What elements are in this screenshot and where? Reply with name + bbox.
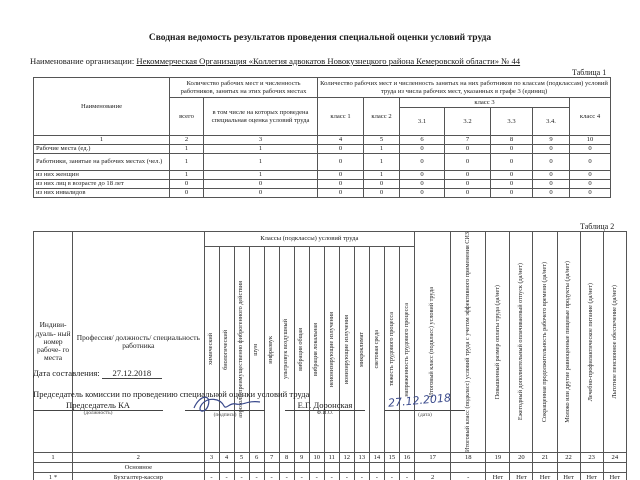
factor-header: инфразвук bbox=[267, 335, 275, 364]
factor-header: химический bbox=[207, 333, 215, 366]
cell: 0 bbox=[400, 171, 445, 180]
header-work-classes: Классы (подклассы) условий труда bbox=[204, 232, 415, 247]
cell: 0 bbox=[400, 180, 445, 189]
col-num: 5 bbox=[234, 453, 249, 463]
factor-header: шум bbox=[252, 343, 260, 356]
cell: 0 bbox=[445, 145, 491, 154]
col-num: 9 bbox=[294, 453, 309, 463]
cell: 0 bbox=[400, 145, 445, 154]
cell: 0 bbox=[318, 154, 364, 171]
header-incl: в том числе на которых проведена специальная оценка условий труда bbox=[204, 98, 318, 136]
col-num: 2 bbox=[73, 453, 204, 463]
cell: 0 bbox=[445, 171, 491, 180]
cell: 1 bbox=[170, 171, 204, 180]
chairman-fio: Е.Г. Доронская bbox=[285, 400, 365, 411]
cell: 0 bbox=[364, 189, 400, 198]
header-extra-8: Льготное пенсионное обеспечение (да/нет) bbox=[610, 285, 618, 399]
summary-table bbox=[33, 77, 611, 198]
header-count: Количество рабочих мест и численность работников, занятых на этих рабочих местах bbox=[170, 78, 318, 98]
table-row bbox=[34, 145, 611, 154]
workplace-table bbox=[33, 231, 627, 480]
cell: Нет bbox=[580, 473, 603, 480]
col-num: 18 bbox=[451, 453, 486, 463]
cell: 0 bbox=[170, 189, 204, 198]
col-num: 19 bbox=[486, 453, 510, 463]
fio-caption: Ф.И.О. bbox=[316, 410, 334, 416]
cell: 0 bbox=[570, 189, 611, 198]
factor-header: ультразвук воздушный bbox=[282, 319, 290, 380]
organization-value: Некоммерческая Организация «Коллегия адвокатов Новокузнецкого района Кемеровской области» № 44 bbox=[136, 56, 521, 66]
col-num: 3 bbox=[204, 453, 219, 463]
organization-line bbox=[30, 56, 520, 66]
cell: 0 bbox=[400, 154, 445, 171]
section-label: Основное bbox=[73, 463, 204, 473]
cell: - bbox=[354, 473, 369, 480]
cell: 0 bbox=[204, 180, 318, 189]
cell: 0 bbox=[400, 189, 445, 198]
col-num: 16 bbox=[399, 453, 414, 463]
col-num: 6 bbox=[249, 453, 264, 463]
cell: 0 bbox=[491, 154, 533, 171]
cell: 0 bbox=[204, 189, 318, 198]
cell: 0 bbox=[533, 145, 570, 154]
cell: 1 bbox=[364, 171, 400, 180]
table-row bbox=[34, 154, 611, 171]
cell: 0 bbox=[318, 189, 364, 198]
table-row bbox=[34, 180, 611, 189]
factor-header: напряженность трудового процесса bbox=[402, 302, 410, 397]
document-title: Сводная ведомость результатов проведения специальной оценки условий труда bbox=[148, 33, 492, 43]
cell: - bbox=[234, 473, 249, 480]
col-num: 9 bbox=[533, 136, 570, 145]
col-num: 22 bbox=[557, 453, 580, 463]
table-row bbox=[34, 189, 611, 198]
header-extra-1: Итоговый класс (подкласс) условий труда bbox=[428, 286, 436, 398]
cell: 0 bbox=[445, 180, 491, 189]
col-num: 6 bbox=[400, 136, 445, 145]
col-num: 8 bbox=[491, 136, 533, 145]
cell: Нет bbox=[486, 473, 510, 480]
column-numbers-row bbox=[34, 136, 611, 145]
cell: 0 bbox=[570, 154, 611, 171]
table-row bbox=[34, 473, 627, 480]
factor-header: световая среда bbox=[372, 330, 380, 369]
chairman-position: Председатель КА bbox=[33, 400, 163, 411]
table2-label: Таблица 2 bbox=[580, 222, 615, 231]
cell: Нет bbox=[603, 473, 626, 480]
cell: 0 bbox=[491, 189, 533, 198]
col-num: 10 bbox=[309, 453, 324, 463]
header-extra-3: Повышенный размер оплаты труда (да/нет) bbox=[493, 284, 501, 400]
header-workplace-number: Индиви- дуаль- ный номер рабоче- го места bbox=[34, 232, 73, 453]
date-line bbox=[33, 368, 162, 379]
cell: - bbox=[451, 473, 486, 480]
cell: 0 bbox=[445, 189, 491, 198]
signature-caption: (подпись) bbox=[213, 412, 237, 418]
row-name: из них инвалидов bbox=[34, 189, 170, 198]
cell: 0 bbox=[318, 171, 364, 180]
row-name: из них женщин bbox=[34, 171, 170, 180]
cell: - bbox=[294, 473, 309, 480]
profession-name: Бухгалтер-кассир bbox=[73, 473, 204, 480]
cell: - bbox=[204, 473, 219, 480]
cell: 0 bbox=[570, 171, 611, 180]
row-name: Работники, занятые на рабочих местах (чел.) bbox=[34, 154, 170, 171]
header-total: всего bbox=[170, 98, 204, 136]
cell: 0 bbox=[170, 180, 204, 189]
cell: - bbox=[279, 473, 294, 480]
cell: - bbox=[249, 473, 264, 480]
factor-header: вибрация общая bbox=[297, 328, 305, 371]
col-num: 1 bbox=[34, 453, 73, 463]
cell: 0 bbox=[533, 154, 570, 171]
header-class3-1: 3.1 bbox=[400, 108, 445, 136]
col-num: 3 bbox=[204, 136, 318, 145]
factor-header: биологический bbox=[222, 329, 230, 370]
col-num: 4 bbox=[318, 136, 364, 145]
cell: 1 bbox=[204, 145, 318, 154]
col-num: 11 bbox=[324, 453, 339, 463]
cell: 0 bbox=[364, 180, 400, 189]
cell: 1 bbox=[364, 145, 400, 154]
cell: Нет bbox=[557, 473, 580, 480]
factor-header: вибрация локальная bbox=[312, 323, 320, 376]
header-extra-5: Сокращенная продолжительность рабочего времени (да/нет) bbox=[540, 261, 548, 423]
col-num: 23 bbox=[580, 453, 603, 463]
cell: 2 bbox=[415, 473, 451, 480]
header-class2: класс 2 bbox=[364, 98, 400, 136]
cell: 1 bbox=[204, 171, 318, 180]
cell: 0 bbox=[570, 145, 611, 154]
commission-title: Председатель комиссии по проведению специальной оценки условий труда bbox=[33, 389, 310, 399]
cell: 1 bbox=[170, 145, 204, 154]
col-num: 10 bbox=[570, 136, 611, 145]
cell: 0 bbox=[533, 171, 570, 180]
cell: 1 bbox=[204, 154, 318, 171]
header-class4: класс 4 bbox=[570, 98, 611, 136]
row-name: Рабочие места (ед.) bbox=[34, 145, 170, 154]
table-row bbox=[34, 171, 611, 180]
header-extra-4: Ежегодный дополнительный оплачиваемый отпуск (да/нет) bbox=[517, 263, 525, 421]
col-num: 1 bbox=[34, 136, 170, 145]
position-caption: (должность) bbox=[83, 410, 113, 416]
cell: - bbox=[309, 473, 324, 480]
col-num: 12 bbox=[339, 453, 354, 463]
table1-label: Таблица 1 bbox=[572, 68, 607, 77]
cell: 1 bbox=[170, 154, 204, 171]
cell: - bbox=[399, 473, 414, 480]
col-num: 7 bbox=[264, 453, 279, 463]
factor-header: аэрозоли преимущественно фиброгенного действия bbox=[237, 281, 245, 418]
cell: 0 bbox=[533, 189, 570, 198]
col-num: 8 bbox=[279, 453, 294, 463]
cell: Нет bbox=[533, 473, 557, 480]
section-row bbox=[34, 463, 627, 473]
workplace-number: 1 * bbox=[34, 473, 73, 480]
date-label: Дата составления: bbox=[33, 368, 100, 378]
header-class3-3: 3.3 bbox=[491, 108, 533, 136]
header-name: Наименование bbox=[34, 78, 170, 136]
header-class3-4: 3.4. bbox=[533, 108, 570, 136]
cell: 0 bbox=[533, 180, 570, 189]
cell: 0 bbox=[318, 180, 364, 189]
factor-header: неионизирующие излучения bbox=[327, 311, 335, 388]
column-numbers-row bbox=[34, 453, 627, 463]
header-classes: Количество рабочих мест и численность занятых на них работников по классам (подклассам) условий труда из числа рабочих мест, указанных в графе 3 (единиц) bbox=[318, 78, 611, 98]
cell: - bbox=[219, 473, 234, 480]
cell: - bbox=[369, 473, 384, 480]
date-signature-line bbox=[385, 410, 465, 411]
factor-header: ионизирующие излучения bbox=[342, 314, 350, 385]
cell: 0 bbox=[491, 171, 533, 180]
header-profession: Профессия/ должность/ специальность работника bbox=[73, 232, 204, 453]
col-num: 13 bbox=[354, 453, 369, 463]
header-extra-2: Итоговый класс (подкласс) условий труда с учетом эффективного применения СИЗ bbox=[464, 232, 472, 452]
cell: Нет bbox=[510, 473, 533, 480]
factor-header: микроклимат bbox=[357, 331, 365, 367]
cell: 0 bbox=[318, 145, 364, 154]
col-num: 15 bbox=[384, 453, 399, 463]
col-num: 17 bbox=[415, 453, 451, 463]
header-class3: класс 3 bbox=[400, 98, 570, 108]
cell: 0 bbox=[445, 154, 491, 171]
col-num: 21 bbox=[533, 453, 557, 463]
cell: - bbox=[384, 473, 399, 480]
organization-label: Наименование организации: bbox=[30, 56, 135, 66]
row-name: из них лиц в возрасте до 18 лет bbox=[34, 180, 170, 189]
header-extra-7: Лечебно-профилактическое питание (да/нет) bbox=[587, 282, 595, 402]
header-class3-2: 3.2 bbox=[445, 108, 491, 136]
handwritten-date: 27.12.2018 bbox=[387, 391, 452, 410]
col-num: 5 bbox=[364, 136, 400, 145]
cell: 0 bbox=[570, 180, 611, 189]
col-num: 4 bbox=[219, 453, 234, 463]
header-extra-6: Молоко или другие равноценные пищевые продукты (да/нет) bbox=[564, 261, 572, 423]
col-num: 14 bbox=[369, 453, 384, 463]
date-caption: (дата) bbox=[418, 412, 432, 418]
col-num: 7 bbox=[445, 136, 491, 145]
cell: 1 bbox=[364, 154, 400, 171]
cell: 0 bbox=[491, 180, 533, 189]
header-class1: класс 1 bbox=[318, 98, 364, 136]
cell: - bbox=[339, 473, 354, 480]
col-num: 24 bbox=[603, 453, 626, 463]
cell: - bbox=[324, 473, 339, 480]
date-value: 27.12.2018 bbox=[102, 368, 162, 379]
col-num: 2 bbox=[170, 136, 204, 145]
col-num: 20 bbox=[510, 453, 533, 463]
cell: - bbox=[264, 473, 279, 480]
cell: 0 bbox=[491, 145, 533, 154]
factor-header: тяжесть трудового процесса bbox=[387, 312, 395, 387]
